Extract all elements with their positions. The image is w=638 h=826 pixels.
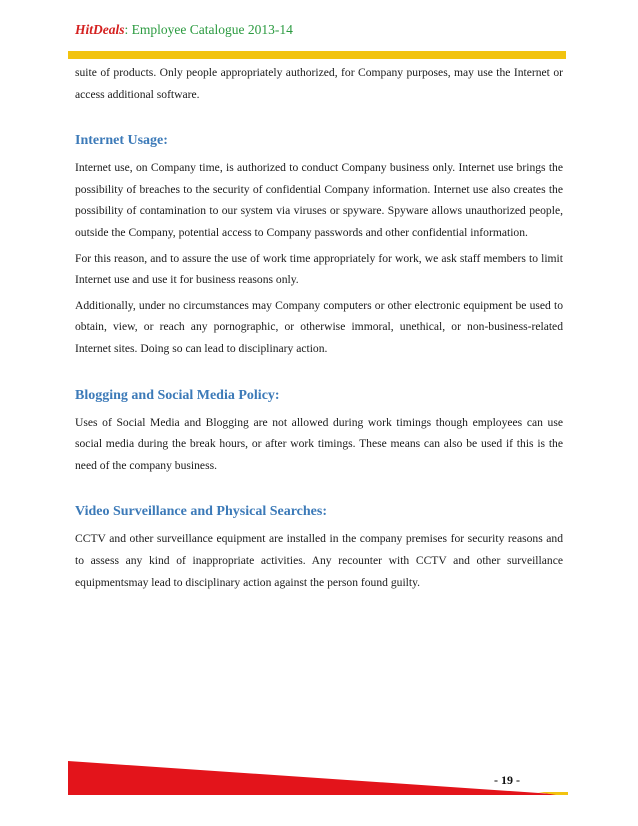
section-heading-blogging-social-media: Blogging and Social Media Policy:: [75, 387, 280, 403]
header-separator: :: [124, 22, 132, 37]
section-heading-internet-usage: Internet Usage:: [75, 133, 168, 149]
paragraph: Uses of Social Media and Blogging are not allowed during work timings though employees can use social media during the break hours, or after work timings. These means can also be used if this is the need of the company business.: [75, 415, 563, 472]
section-heading-video-surveillance: Video Surveillance and Physical Searches:: [75, 504, 327, 520]
paragraph: For this reason, and to assure the use of work time appropriately for work, we ask staff members to limit Internet use and use it for business reasons only.: [75, 251, 563, 287]
intro-paragraph: suite of products. Only people appropriately authorized, for Company purposes, may use the Internet or access additional software.: [75, 66, 563, 101]
page-header: [75, 22, 293, 38]
paragraph: Internet use, on Company time, is authorized to conduct Company business only. Internet use brings the possibility of breaches to the security of confidential Company information. Internet use also creates the possibility of contamination to our system via viruses or spyware. Spyware allows unauthorized people, outside the Company, potential access to Company passwords and other confidential information.: [75, 161, 563, 239]
document-title: Employee Catalogue 2013-14: [131, 22, 293, 37]
page-number: - 19 -: [494, 773, 520, 787]
brand-logo-text: HitDeals: [75, 22, 125, 37]
header-divider-bar: [68, 51, 566, 59]
page-content: [75, 62, 563, 593]
footer-red-wedge: [68, 761, 568, 795]
paragraph: CCTV and other surveillance equipment are installed in the company premises for security reasons and to assess any kind of inappropriate activities. Any recounter with CCTV and other surveillance equipmentsmay lead to disciplinary action against the person found guilty.: [75, 532, 563, 589]
paragraph: Additionally, under no circumstances may Company computers or other electronic equipment be used to obtain, view, or reach any pornographic, or otherwise immoral, unethical, or non-business-related Internet sites. Doing so can lead to disciplinary action.: [75, 298, 563, 355]
